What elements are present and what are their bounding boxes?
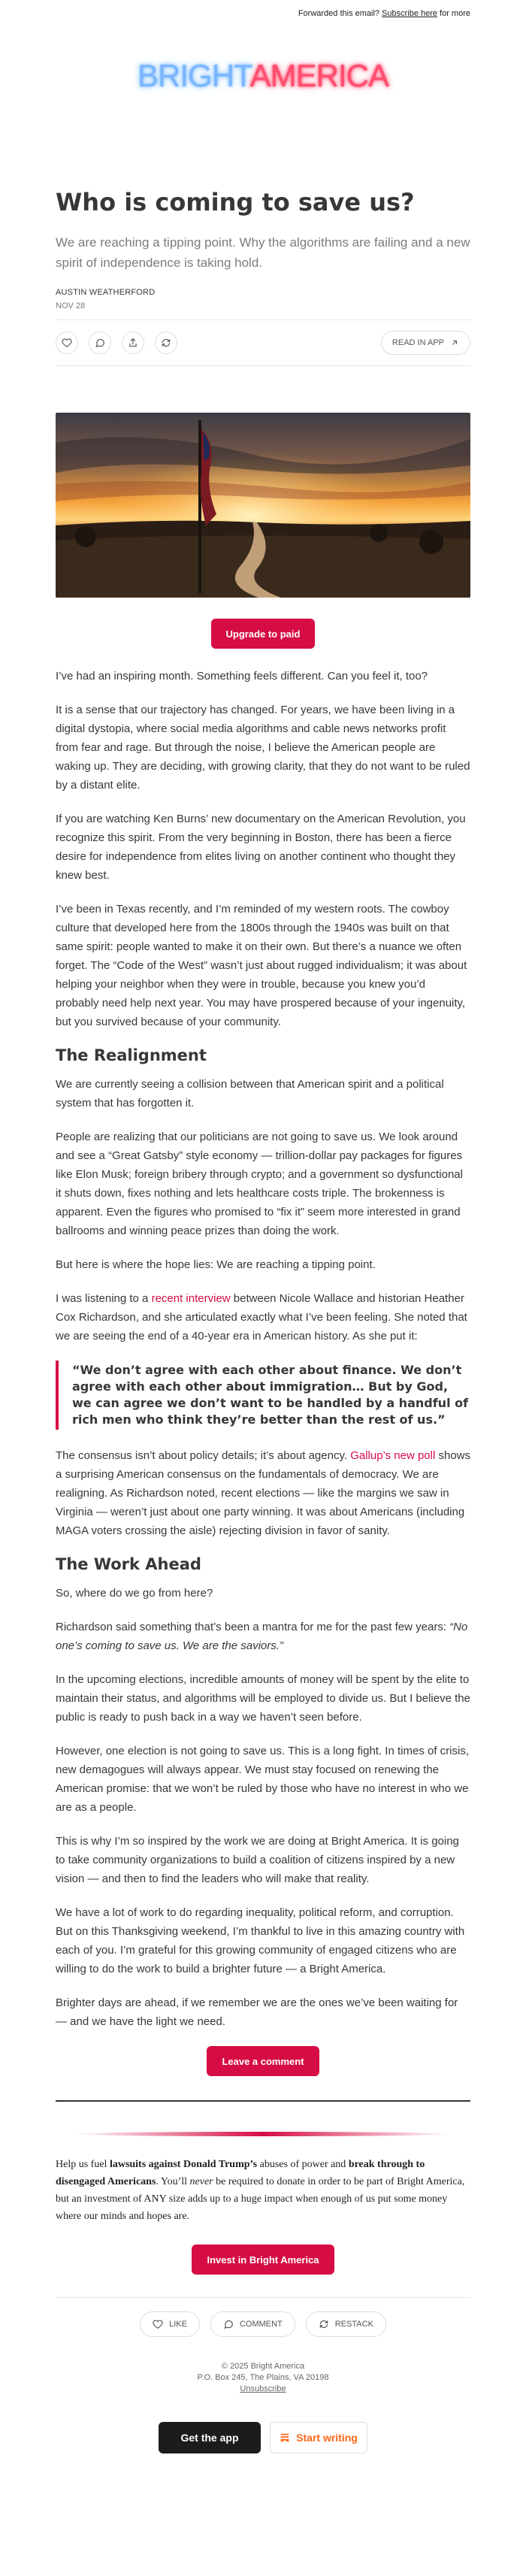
- restack-icon[interactable]: [155, 331, 177, 354]
- hero-image[interactable]: [56, 413, 470, 598]
- paragraph: People are realizing that our politicians are not going to save us. We look around and see a “Great Gatsby” style economy — trillion-dollar pay packages for figures like Elon Musk; foreign bribery through crypto; and a government so dysfunctional it shuts down, fixes nothing and lets healthcare costs triple. The brokenness is apparent. Even the figures who promised to “fix it” seem more interested in grand ballrooms and winning peace prizes than doing the work.: [56, 1131, 463, 1238]
- post: [56, 188, 470, 2453]
- glow-divider: [75, 2130, 451, 2138]
- section-heading: The Realignment: [56, 1046, 207, 1065]
- paragraph: We are currently seeing a collision between that American spirit and a political system that has forgotten it.: [56, 1078, 444, 1110]
- invest-button[interactable]: Invest in Bright America: [192, 2245, 334, 2275]
- logo[interactable]: [0, 27, 526, 125]
- logo-bright: BRIGHT: [138, 58, 250, 93]
- app-row: [56, 2422, 470, 2453]
- substack-icon: [280, 2432, 290, 2443]
- heart-icon[interactable]: [56, 331, 78, 354]
- post-subtitle: We are reaching a tipping point. Why the algorithms are failing and a new spirit of independence is taking hold.: [56, 235, 470, 270]
- paragraph: In the upcoming elections, incredible amounts of money will be spent by the elite to maintain their status, and algorithms will be employed to divide us. But I believe the public is ready to push back in a way we haven’t seen before.: [56, 1673, 470, 1724]
- footer-appeal: Help us fuel lawsuits against Donald Trump’s abuses of power and break through to disengaged Americans. You’ll never be required to donate in order to be part of Bright America, but an investment of ANY size adds up to a huge impact when enough of us put some money where our minds and hopes are.: [56, 2159, 465, 2223]
- divider: [56, 2100, 470, 2102]
- blockquote: [56, 1361, 470, 1430]
- post-actions: [56, 319, 470, 366]
- arrow-up-right-icon: [450, 338, 459, 347]
- restack-icon: [319, 2319, 329, 2329]
- paragraph: However, one election is not going to save us. This is a long fight. In times of crisis, new demagogues will always appear. We must stay focused on renewing the American promise: that we won’t be ruled by those who have no interest in who we are as a people.: [56, 1745, 469, 1815]
- street-address: P.O. Box 245, The Plains, VA 20198: [197, 2373, 329, 2383]
- like-button[interactable]: LIKE: [140, 2311, 200, 2337]
- get-app-button[interactable]: Get the app: [159, 2422, 261, 2453]
- unsubscribe-link[interactable]: Unsubscribe: [240, 2384, 286, 2394]
- post-title[interactable]: Who is coming to save us?: [56, 188, 415, 216]
- section-heading: The Work Ahead: [56, 1555, 201, 1574]
- quote-text: “We don’t agree with each other about finance. We don’t agree with each other about immigration… But by God, we can agree we don’t want to be handled by a handful of rich men who think they’re better than the rest of us.”: [72, 1363, 469, 1427]
- paragraph: I’ve been in Texas recently, and I’m reminded of my western roots. The cowboy culture that developed here from the 1800s through the 1940s was built on that same spirit: people wanted to make it on their own. But there’s a nuance we often forget. The “Code of the West” wasn’t just about rugged individualism; it was about helping your neighbor when they were in trouble, because you knew you’d probably need help next year. You may have prospered because of your ingenuity, but you survived because of your community.: [56, 903, 467, 1029]
- heart-icon: [153, 2319, 163, 2329]
- upgrade-button[interactable]: Upgrade to paid: [211, 619, 316, 649]
- paragraph: Brighter days are ahead, if we remember we are the ones we’ve been waiting for — and we have the light we need.: [56, 1996, 458, 2029]
- paragraph: We have a lot of work to do regarding inequality, political reform, and corruption. But on this Thanksgiving weekend, I’m thankful to live in this amazing country with each of you. I’m grateful for this growing community of engaged citizens who are willing to do the work to build a brighter future — a Bright America.: [56, 1906, 465, 1976]
- post-date: NOV 28: [56, 301, 86, 311]
- paragraph: So, where do we go from here?: [56, 1587, 213, 1600]
- share-icon[interactable]: [122, 331, 144, 354]
- preheader-prefix: Forwarded this email?: [298, 9, 380, 18]
- preheader-suffix: for more: [440, 9, 470, 18]
- post-body: [56, 667, 470, 2031]
- paragraph: I was listening to a recent interview between Nicole Wallace and historian Heather Cox Richardson, and she articulated exactly what I’ve been feeling. She noted that we are seeing the end of a 40-year era in American history. As she put it:: [56, 1292, 467, 1343]
- comment-icon[interactable]: [89, 331, 111, 354]
- read-in-app-button[interactable]: [381, 331, 470, 355]
- logo-america: AMERICA: [249, 58, 388, 93]
- recent-interview-link[interactable]: recent interview: [151, 1292, 231, 1306]
- comment-icon: [223, 2319, 234, 2329]
- paragraph: It is a sense that our trajectory has changed. For years, we have been living in a digital dystopia, where social media algorithms and cable news networks profit from fear and rage. But through the noise, I believe the American people are waking up. They are deciding, with growing clarity, that they do not want to be ruled by a distant elite.: [56, 704, 470, 792]
- gallup-poll-link[interactable]: Gallup’s new poll: [350, 1449, 436, 1463]
- paragraph: The consensus isn’t about policy details; it’s about agency. Gallup’s new poll shows a surprising American consensus on the fundamentals of democracy. We are realigning. As Richardson noted, recent elections — like the margins we saw in Virginia — weren’t just about one party winning. It was about Americans (including MAGA voters crossing the aisle) rejecting division in favor of sanity.: [56, 1449, 470, 1538]
- paragraph: I’ve had an inspiring month. Something feels different. Can you feel it, too?: [56, 670, 428, 683]
- paragraph: Richardson said something that’s been a mantra for me for the past few years: “No one’s coming to save us. We are the saviors.”: [56, 1621, 468, 1653]
- leave-comment-button[interactable]: Leave a comment: [207, 2046, 319, 2076]
- restack-button[interactable]: RESTACK: [306, 2311, 386, 2337]
- author-name[interactable]: AUSTIN WEATHERFORD: [56, 288, 156, 298]
- social-actions: [56, 2298, 470, 2350]
- footer-address: [56, 2361, 470, 2395]
- copyright: © 2025 Bright America: [221, 2362, 305, 2372]
- paragraph: But here is where the hope lies: We are reaching a tipping point.: [56, 1258, 376, 1272]
- start-writing-button[interactable]: Start writing: [270, 2422, 367, 2453]
- read-in-app-label: READ IN APP: [391, 338, 444, 348]
- comment-button[interactable]: COMMENT: [210, 2311, 295, 2337]
- paragraph: If you are watching Ken Burns’ new documentary on the American Revolution, you recognize this spirit. From the very beginning in Boston, there has been a fierce desire for independence from elites living on another continent who thought they knew best.: [56, 813, 466, 882]
- preheader: [0, 0, 526, 27]
- paragraph: This is why I’m so inspired by the work we are doing at Bright America. It is going to take community organizations to build a coalition of citizens inspired by a new vision — and then to find the leaders who will make that reality.: [56, 1835, 459, 1886]
- subscribe-link[interactable]: Subscribe here: [382, 9, 438, 18]
